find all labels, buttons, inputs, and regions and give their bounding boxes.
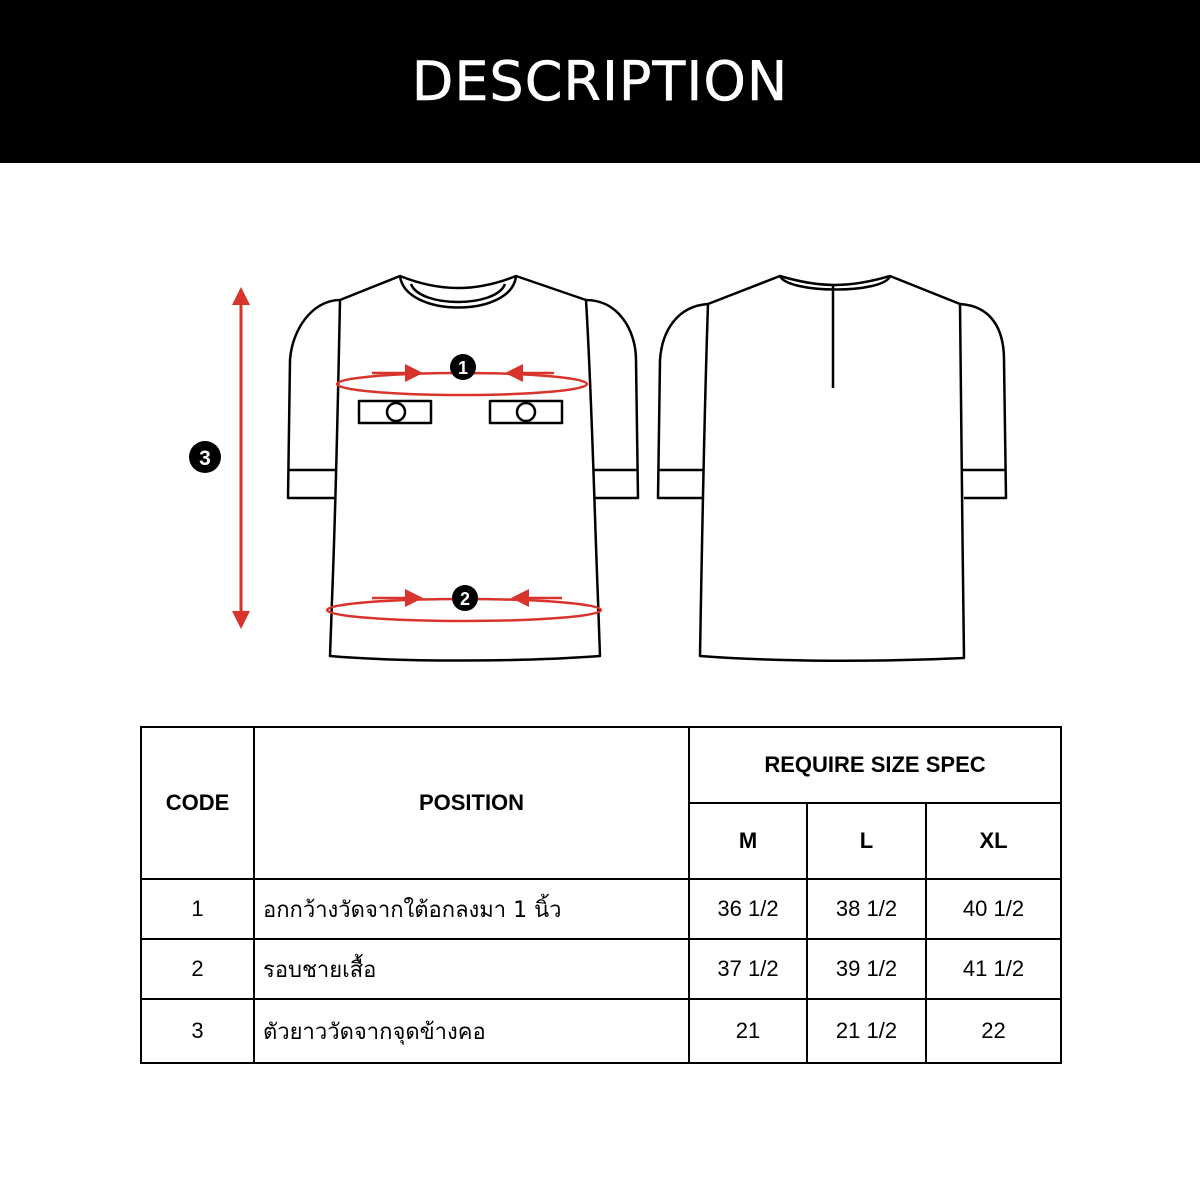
row-code: 2 [141, 939, 254, 999]
marker-2 [452, 585, 478, 611]
row-size-l: 38 1/2 [807, 879, 926, 939]
back-view [658, 276, 1006, 661]
svg-text:3: 3 [199, 447, 211, 470]
row-size-l: 39 1/2 [807, 939, 926, 999]
row-size-xl: 41 1/2 [926, 939, 1061, 999]
front-left-sleeve [288, 300, 340, 498]
size-spec-table [140, 726, 1062, 1064]
row-size-m: 37 1/2 [689, 939, 807, 999]
row-size-m: 36 1/2 [689, 879, 807, 939]
size-m-header: M [689, 803, 807, 879]
size-xl-header: XL [926, 803, 1061, 879]
code-header: CODE [141, 727, 254, 879]
row-position: รอบชายเสื้อ [254, 939, 689, 999]
row-size-xl: 22 [926, 999, 1061, 1063]
size-spec-header: REQUIRE SIZE SPEC [689, 727, 1061, 803]
right-pocket [490, 401, 562, 423]
row-code: 3 [141, 999, 254, 1063]
row-size-xl: 40 1/2 [926, 879, 1061, 939]
marker-1 [450, 354, 476, 380]
row-code: 1 [141, 879, 254, 939]
svg-text:1: 1 [457, 358, 469, 378]
table-row [141, 879, 1061, 939]
svg-text:2: 2 [459, 589, 471, 609]
position-header: POSITION [254, 727, 689, 879]
size-l-header: L [807, 803, 926, 879]
marker-3 [189, 441, 221, 473]
row-position: ตัวยาววัดจากจุดข้างคอ [254, 999, 689, 1063]
measurement-overlay [241, 296, 601, 621]
table-row [141, 939, 1061, 999]
row-size-m: 21 [689, 999, 807, 1063]
row-position: อกกว้างวัดจากใต้อกลงมา 1 นิ้ว [254, 879, 689, 939]
row-size-l: 21 1/2 [807, 999, 926, 1063]
table-row [141, 999, 1061, 1063]
page-title: DESCRIPTION [411, 50, 789, 113]
